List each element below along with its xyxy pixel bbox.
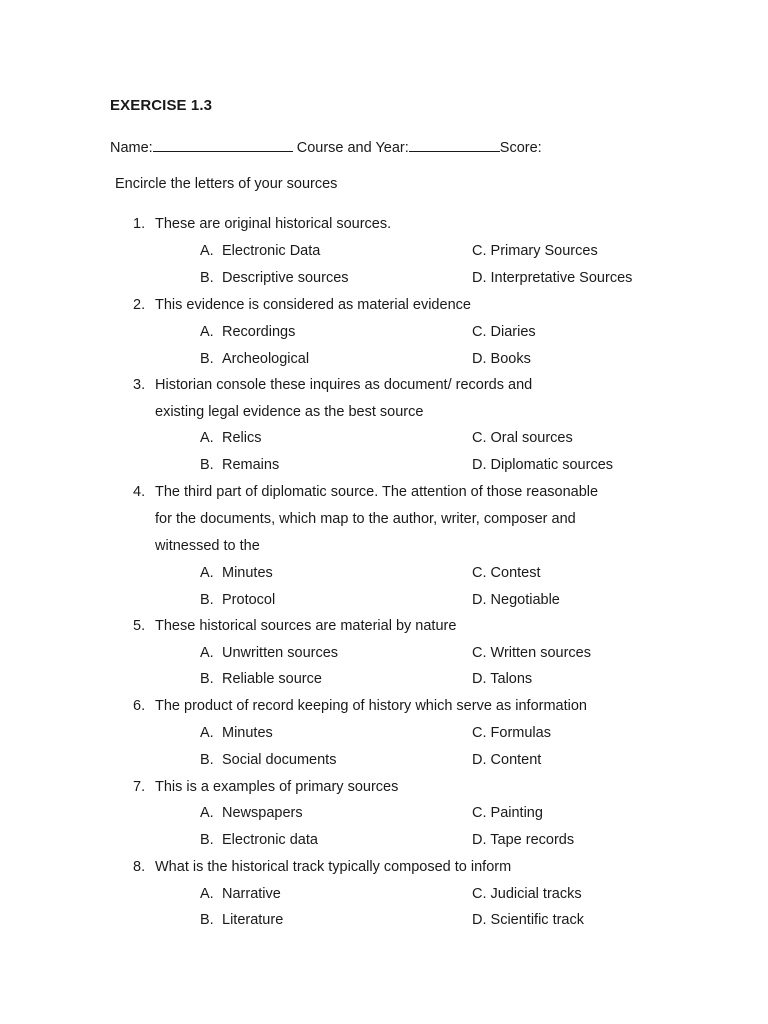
question-number: 6. [133, 698, 146, 714]
option-c: C. Primary Sources [472, 243, 598, 259]
option-b: B. Archeological [200, 351, 310, 367]
question-text: These historical sources are material by nature [155, 618, 457, 634]
question-number: 5. [133, 618, 146, 634]
option-a: A. Electronic Data [200, 243, 321, 259]
option-c: C. Diaries [472, 324, 536, 340]
course-blank [409, 137, 500, 152]
question-text: Historian console these inquires as document/ records and [155, 377, 533, 393]
option-b: B. Reliable source [200, 671, 322, 687]
question-number: 8. [133, 859, 146, 875]
option-d: D. Diplomatic sources [472, 457, 614, 473]
option-b: B. Remains [200, 457, 280, 473]
option-b: B. Social documents [200, 752, 337, 768]
option-a: A. Unwritten sources [200, 645, 339, 661]
question-text-continued: witnessed to the [155, 538, 260, 554]
question-text-continued: existing legal evidence as the best source [155, 404, 424, 420]
question-number: 2. [133, 297, 146, 313]
student-info-line [110, 137, 542, 156]
question-text-continued: for the documents, which map to the author, writer, composer and [155, 511, 576, 527]
option-d: D. Negotiable [472, 592, 560, 608]
question-number: 1. [133, 216, 146, 232]
option-a: A. Minutes [200, 725, 273, 741]
name-label: Name: [110, 140, 153, 156]
option-c: C. Formulas [472, 725, 551, 741]
question-number: 7. [133, 779, 146, 795]
question-text: What is the historical track typically composed to inform [155, 859, 512, 875]
question-text: The product of record keeping of history which serve as information [155, 698, 587, 714]
course-label: Course and Year: [296, 140, 409, 156]
question-text: The third part of diplomatic source. The attention of those reasonable [155, 484, 599, 500]
option-d: D. Interpretative Sources [472, 270, 633, 286]
option-c: C. Judicial tracks [472, 886, 582, 902]
option-c: C. Contest [472, 565, 541, 581]
option-c: C. Written sources [472, 645, 591, 661]
option-c: C. Painting [472, 805, 543, 821]
question-text: This is a examples of primary sources [155, 779, 399, 795]
option-b: B. Protocol [200, 592, 276, 608]
option-b: B. Literature [200, 912, 284, 928]
option-a: A. Minutes [200, 565, 273, 581]
option-b: B. Descriptive sources [200, 270, 349, 286]
option-a: A. Narrative [200, 886, 281, 902]
option-d: D. Content [472, 752, 542, 768]
option-d: D. Talons [472, 671, 533, 687]
option-d: D. Books [472, 351, 531, 367]
option-a: A. Recordings [200, 324, 296, 340]
option-c: C. Oral sources [472, 430, 573, 446]
instruction-text: Encircle the letters of your sources [115, 176, 338, 192]
question-number: 4. [133, 484, 146, 500]
name-blank [153, 137, 293, 152]
question-text: This evidence is considered as material evidence [155, 297, 471, 313]
option-d: D. Tape records [472, 832, 575, 848]
question-number: 3. [133, 377, 146, 393]
option-d: D. Scientific track [472, 912, 584, 928]
option-b: B. Electronic data [200, 832, 318, 848]
score-label: Score: [499, 140, 542, 156]
exercise-title: EXERCISE 1.3 [110, 97, 213, 114]
option-a: A. Relics [200, 430, 262, 446]
option-a: A. Newspapers [200, 805, 303, 821]
question-text: These are original historical sources. [155, 216, 392, 232]
